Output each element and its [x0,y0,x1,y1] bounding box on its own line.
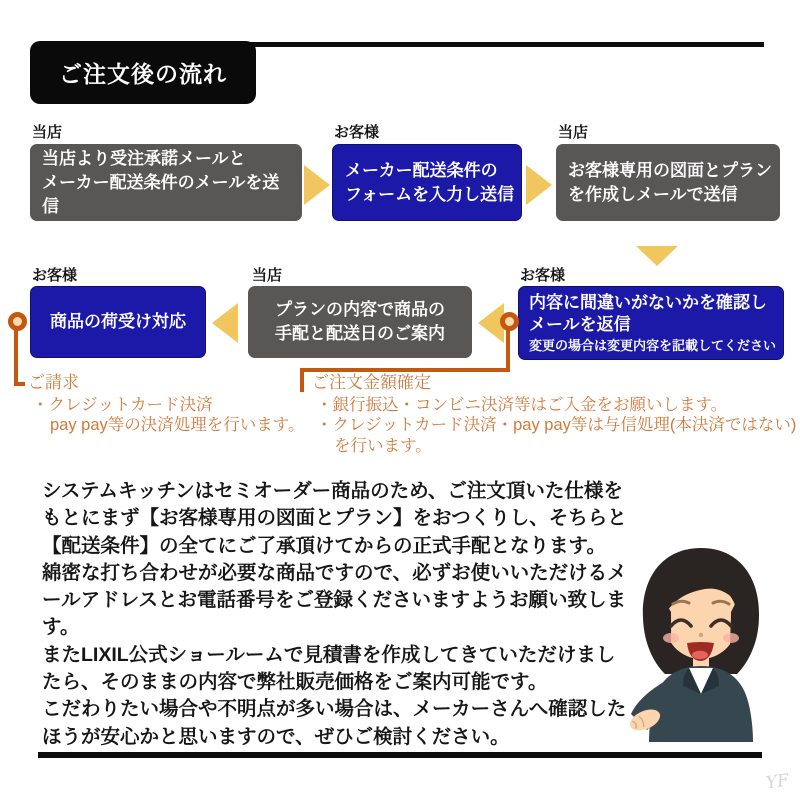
step2-actor-label: お客様 [334,124,380,141]
connector-line-payment-vertical [506,329,510,372]
step4-actor-label: お客様 [520,267,566,284]
step3-actor-label: 当店 [558,124,589,141]
payment-item2: ・クレジットカード決済・pay pay等は与信処理(本決済ではない) [316,416,797,434]
step1-line2: メーカー配送条件のメールを送信 [42,172,280,216]
step2-box [332,144,522,221]
billing-heading: ご請求 [28,373,79,392]
body-line: ほうが安心かと思いますので、ぜひご検討ください。 [42,725,510,748]
arrow-down-icon [636,246,678,266]
connector-line-billing-vertical [14,329,18,386]
step5-box [248,286,472,358]
step4-note: 変更の場合は変更内容を記載してください [529,338,777,353]
nose [699,633,703,637]
step1-box [30,144,302,221]
step6-line1: 商品の荷受け対応 [50,312,186,331]
step4-line1: 内容に間違いがないかを確認し [529,293,767,312]
body-line: たら、そのままの内容で弊社販売価格をご案内可能です。 [42,671,548,694]
tongue [692,651,708,659]
blush-left [663,633,679,643]
step6-box [30,286,206,358]
step3-line1: お客様専用の図面とプラン [568,160,772,180]
step3-line2: を作成しメールで送信 [568,184,738,204]
arrow-right-icon [526,165,552,205]
watermark: YF [764,770,791,794]
step2-line2: フォームを入力し送信 [345,184,515,204]
step4-box [518,286,784,360]
connector-line-payment-horizontal [300,368,510,372]
body-line: こだわりたい場合や不明点が多い場合は、メーカーさんへ確認した [42,698,627,721]
step2-line1: メーカー配送条件の [345,160,498,180]
body-line: 綿密な打ち合わせが必要な商品ですので、必ずお使いいただけるメ [42,561,627,584]
body-line: 【配送条件】の全てにご了承頂けてからの正式手配となります。 [42,534,606,557]
arrow-right-icon [304,165,330,205]
step4-line2: メールを返信 [529,315,631,334]
page-title-label: ご注文後の流れ [59,61,227,87]
payment-item3: を行います。 [334,436,432,455]
step1-actor-label: 当店 [32,124,63,141]
body-line: システムキッチンはセミオーダー商品のため、ご注文頂いた仕様を [42,480,623,502]
body-line: す。 [42,616,80,639]
connector-dot-billing [8,312,27,331]
payment-annotation [312,373,796,456]
bottom-divider-line [38,752,762,758]
step3-box [556,144,780,221]
step5-line1: プランの内容で商品の [275,300,445,319]
connector-dot-payment [500,312,519,331]
billing-item1: ・クレジットカード決済 [32,395,213,414]
connector-line-billing-foot [14,382,25,386]
businesswoman-illustration [620,542,782,742]
body-line: ールアドレスとお電話番号をご登録くださいますようお願い致しま [42,589,627,612]
page-title [30,41,256,104]
billing-item2: pay pay等の決済処理を行います。 [50,416,305,434]
body-line: もとにまず【お客様専用の図面とプラン】をおつくりし、そちらと [42,507,627,530]
payment-item1: ・銀行振込・コンビニ決済等はご入金をお願いします。 [316,395,728,414]
step6-actor-label: お客様 [32,267,78,284]
body-line: またLIXIL公式ショールームで見積書を作成してきていただけまし [42,643,616,666]
step1-line1: 当店より受注承諾メールと [42,148,246,168]
body-text [42,478,662,751]
step5-line2: 手配と配送日のご案内 [275,324,445,343]
payment-heading: ご注文金額確定 [312,373,431,392]
step5-actor-label: 当店 [252,267,283,284]
arrow-left-icon [212,303,238,343]
blush-right [723,633,739,643]
billing-annotation [28,373,304,436]
